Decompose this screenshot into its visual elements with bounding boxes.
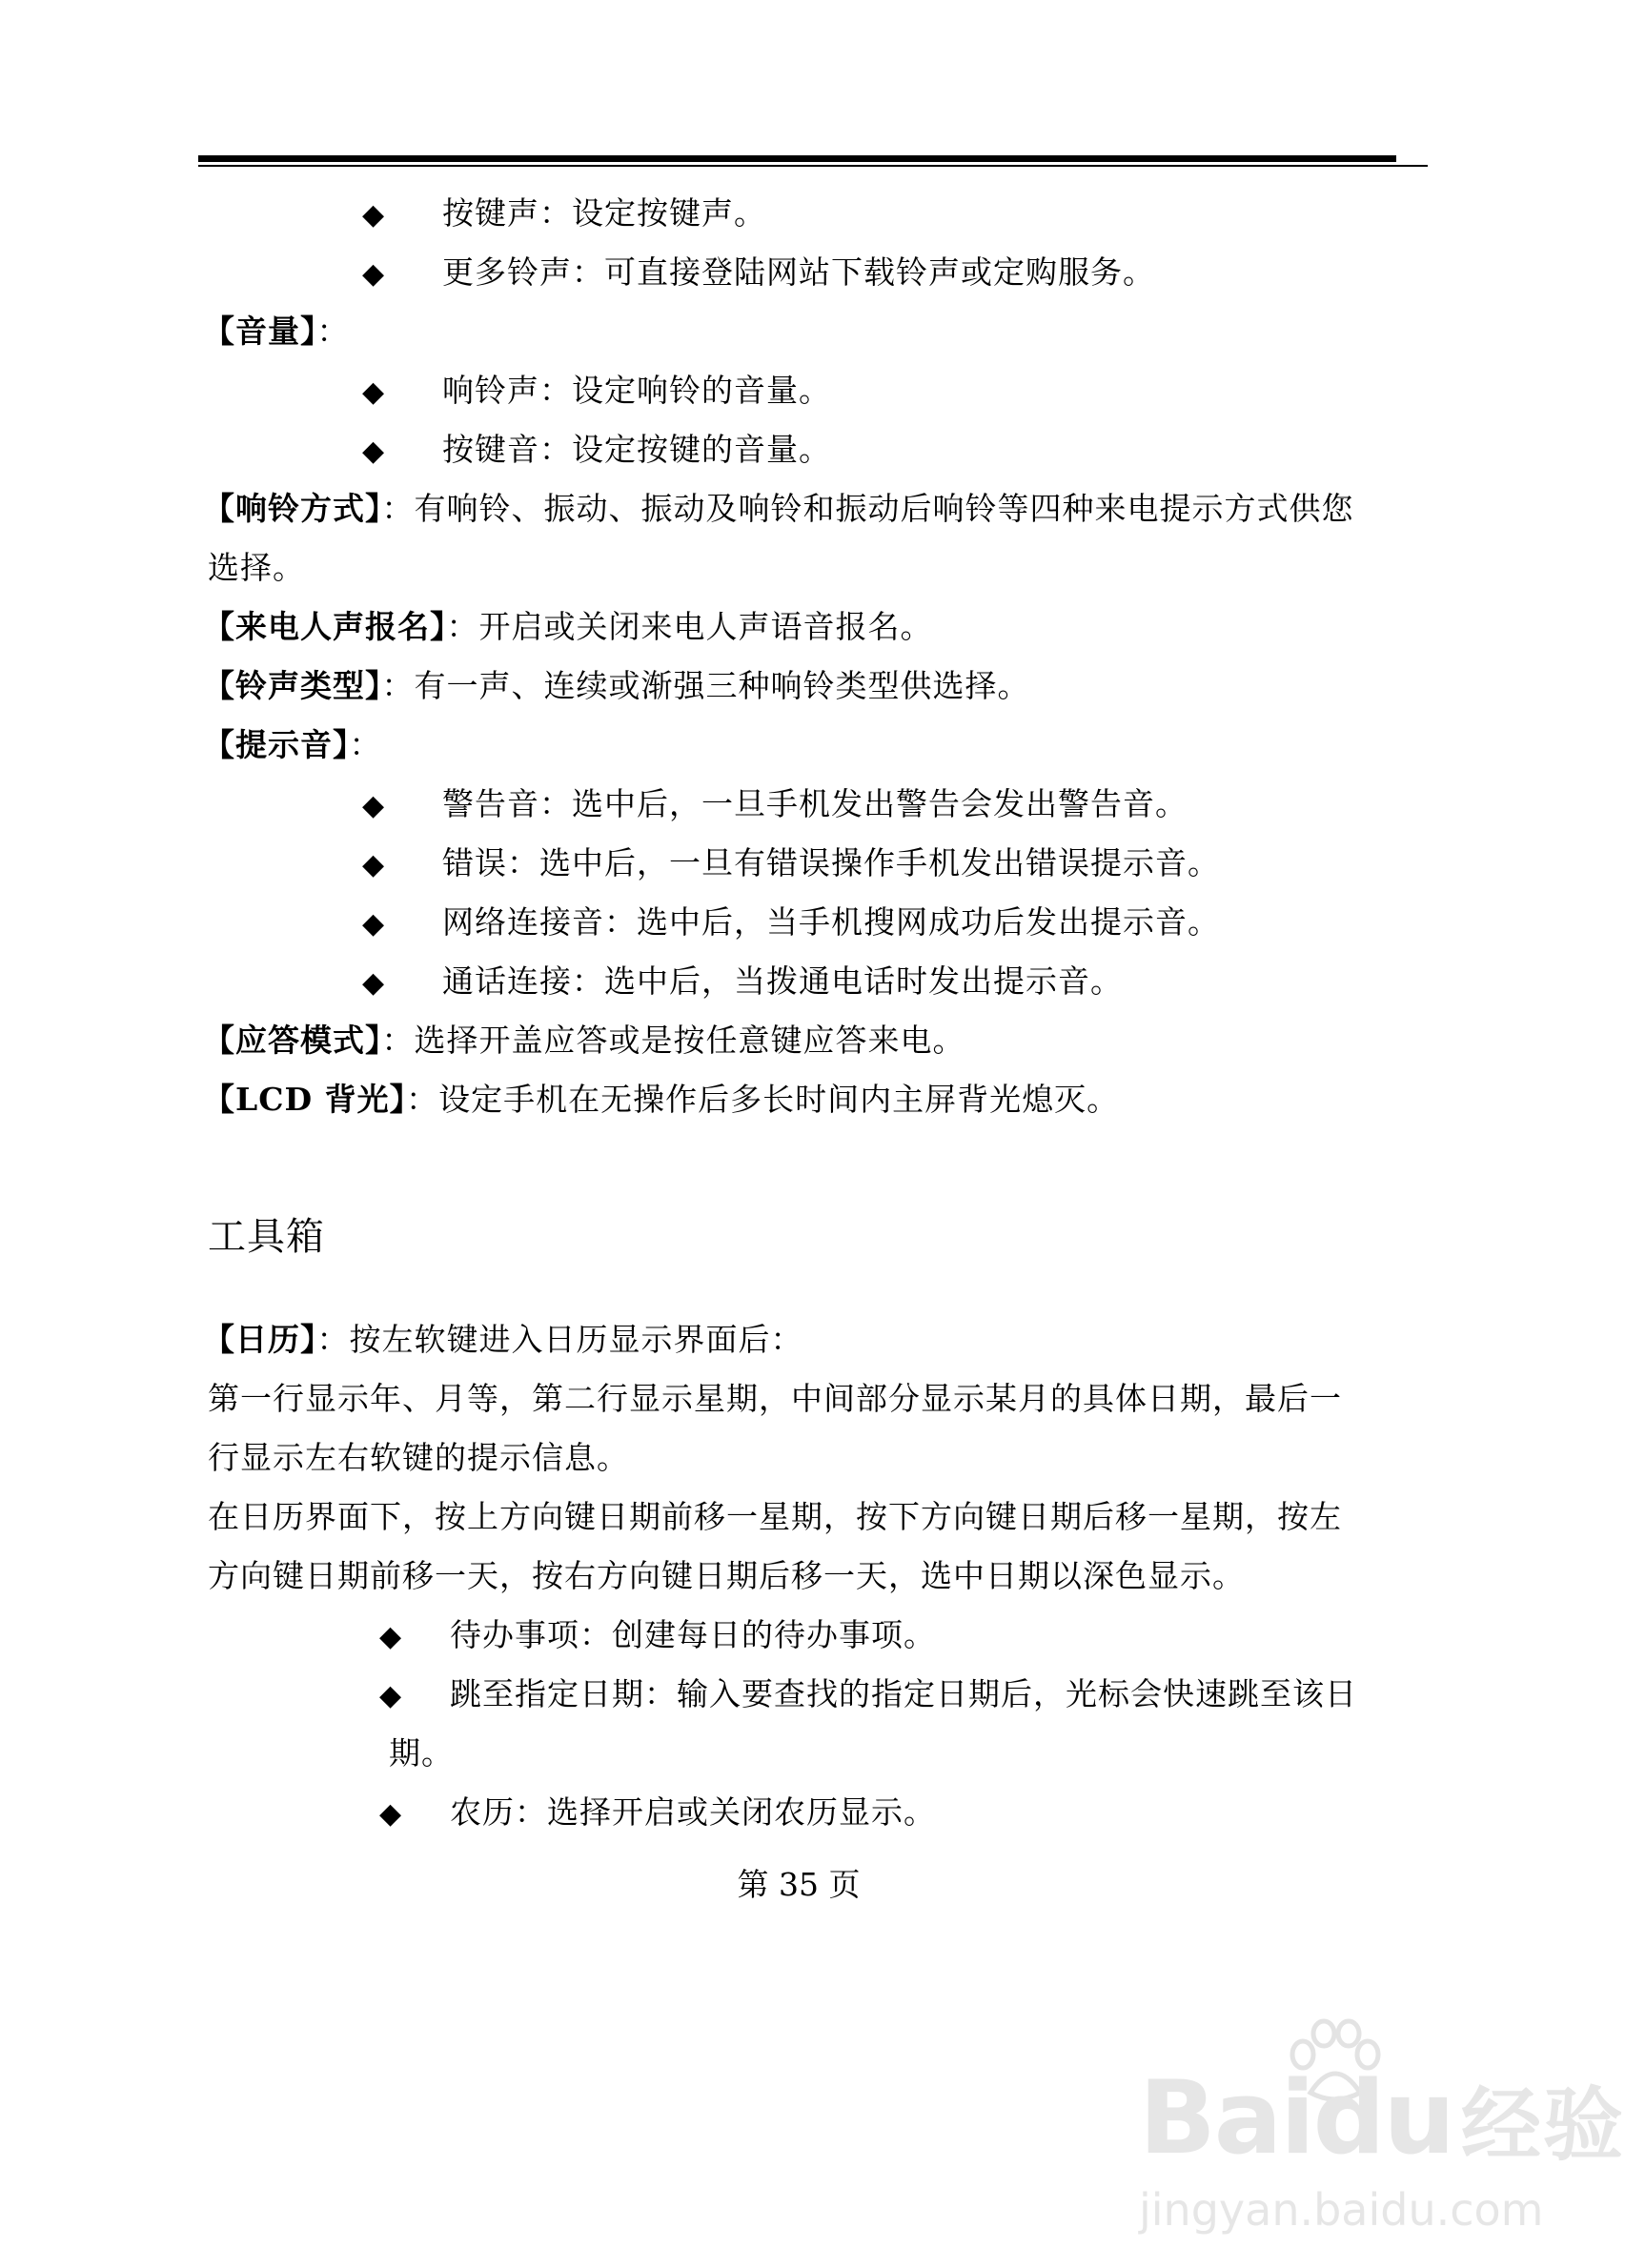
- bullet-icon: ◆: [379, 1620, 402, 1653]
- ring-mode-cont: 选择。: [208, 549, 305, 586]
- list-item: 待办事项：创建每日的待办事项。: [450, 1616, 936, 1653]
- bullet-icon: ◆: [362, 966, 385, 1000]
- answer-mode-label: 【应答模式】: [203, 1022, 382, 1059]
- list-item: 按键声：设定按键声。: [442, 194, 766, 232]
- tone-suffix: ：: [349, 726, 382, 763]
- caller-voice-line: [203, 608, 933, 646]
- caller-voice-label: 【来电人声报名】: [203, 608, 447, 645]
- ring-type-line: [203, 667, 1030, 705]
- ring-mode-text: ：有响铃、振动、振动及响铃和振动后响铃等四种来电提示方式供您: [381, 490, 1354, 527]
- bullet-icon: ◆: [362, 198, 385, 232]
- para2-line1: 在日历界面下，按上方向键日期前移一星期，按下方向键日期后移一星期，按左: [208, 1498, 1342, 1535]
- caller-voice-text: ：开启或关闭来电人声语音报名。: [446, 608, 933, 645]
- lcd-text: ：设定手机在无操作后多长时间内主屏背光熄灭。: [406, 1081, 1120, 1118]
- calendar-text: ：按左软键进入日历显示界面后：: [316, 1321, 803, 1358]
- bullet-icon: ◆: [362, 907, 385, 941]
- para1-line1: 第一行显示年、月等，第二行显示星期，中间部分显示某月的具体日期，最后一: [208, 1380, 1342, 1417]
- watermark-url: jingyan.baidu.com: [1139, 2184, 1544, 2236]
- header-rule-thick: [198, 155, 1396, 162]
- volume-heading: [203, 313, 350, 351]
- ring-type-label: 【铃声类型】: [203, 667, 382, 704]
- list-item: 警告音：选中后，一旦手机发出警告会发出警告音。: [442, 785, 1188, 822]
- list-item: 更多铃声：可直接登陆网站下载铃声或定购服务。: [442, 253, 1155, 291]
- answer-mode-text: ：选择开盖应答或是按任意键应答来电。: [381, 1022, 965, 1059]
- list-item: 按键音：设定按键的音量。: [442, 431, 831, 468]
- tone-label: 【提示音】: [203, 726, 350, 763]
- bullet-icon: ◆: [362, 435, 385, 468]
- ring-mode-line: [203, 490, 1354, 528]
- tone-heading: [203, 726, 382, 764]
- volume-suffix: ：: [316, 313, 350, 350]
- list-item: 跳至指定日期：输入要查找的指定日期后，光标会快速跳至该日: [450, 1675, 1357, 1712]
- lcd-label: 【LCD 背光】: [203, 1081, 407, 1118]
- watermark-brand: [1139, 2059, 1625, 2177]
- watermark-brand-bai: Bai: [1139, 2059, 1313, 2177]
- list-item: 错误：选中后，一旦有错误操作手机发出错误提示音。: [442, 844, 1220, 881]
- list-item: 网络连接音：选中后，当手机搜网成功后发出提示音。: [442, 903, 1220, 941]
- para2-line2: 方向键日期前移一天，按右方向键日期后移一天，选中日期以深色显示。: [208, 1557, 1245, 1594]
- section-title: 工具箱: [208, 1215, 325, 1259]
- volume-label: 【音量】: [203, 313, 317, 350]
- watermark-brand-cn: 经验: [1461, 2078, 1625, 2172]
- list-item-cont: 期。: [389, 1734, 454, 1772]
- header-rule-thin: [198, 165, 1428, 167]
- watermark-brand-du: du: [1312, 2059, 1454, 2177]
- bullet-icon: ◆: [362, 789, 385, 822]
- ring-type-text: ：有一声、连续或渐强三种响铃类型供选择。: [381, 667, 1030, 704]
- bullet-icon: ◆: [362, 375, 385, 409]
- list-item: 响铃声：设定响铃的音量。: [442, 372, 831, 409]
- answer-mode-line: [203, 1022, 965, 1060]
- bullet-icon: ◆: [362, 257, 385, 291]
- calendar-label: 【日历】: [203, 1321, 317, 1358]
- lcd-line: [203, 1081, 1119, 1119]
- list-item: 通话连接：选中后，当拨通电话时发出提示音。: [442, 962, 1123, 1000]
- list-item: 农历：选择开启或关闭农历显示。: [450, 1793, 936, 1831]
- calendar-line: [203, 1321, 803, 1359]
- bullet-icon: ◆: [379, 1797, 402, 1831]
- page-number: 第 35 页: [737, 1866, 861, 1903]
- bullet-icon: ◆: [362, 848, 385, 881]
- bullet-icon: ◆: [379, 1679, 402, 1712]
- ring-mode-label: 【响铃方式】: [203, 490, 382, 527]
- para1-line2: 行显示左右软键的提示信息。: [208, 1439, 629, 1476]
